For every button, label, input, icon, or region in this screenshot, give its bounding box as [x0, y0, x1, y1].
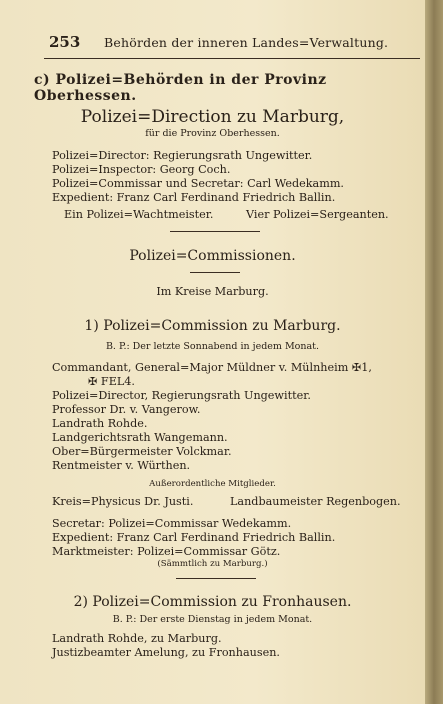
marburg-member: Polizei=Director, Regierungsrath Ungewitter.	[52, 389, 311, 402]
header-rule	[44, 58, 420, 59]
marburg-staff: Secretar: Polizei=Commissar Wedekamm.	[52, 517, 292, 530]
fronhausen-meeting: B. P.: Der erste Dienstag in jedem Monat.	[112, 614, 313, 625]
direction-staff-right: Vier Polizei=Sergeanten.	[246, 208, 389, 221]
extra-members-heading: Außerordentliche Mitglieder.	[149, 479, 276, 489]
extra-member-left: Kreis=Physicus Dr. Justi.	[52, 495, 194, 508]
divider-rule	[190, 272, 240, 273]
direction-staff-left: Ein Polizei=Wachtmeister.	[64, 208, 214, 221]
marburg-member: Commandant, General=Major Müldner v. Mülnheim ✠1,	[52, 361, 372, 374]
direction-line: Polizei=Inspector: Georg Coch.	[52, 163, 231, 176]
marburg-member: Rentmeister v. Würthen.	[52, 459, 191, 472]
marburg-staff: Expedient: Franz Carl Ferdinand Friedrich Ballin.	[52, 531, 336, 544]
district-heading: Im Kreise Marburg.	[156, 285, 269, 298]
marburg-note: (Sämmtlich zu Marburg.)	[157, 559, 268, 569]
divider-rule	[176, 578, 256, 579]
extra-member-right: Landbaumeister Regenbogen.	[230, 495, 401, 508]
marburg-member: Ober=Bürgermeister Volckmar.	[52, 445, 232, 458]
running-title: Behörden der inneren Landes=Verwaltung.	[104, 35, 389, 50]
marburg-meeting: B. P.: Der letzte Sonnabend in jedem Monat.	[105, 341, 320, 352]
direction-subtitle: für die Provinz Oberhessen.	[145, 128, 280, 139]
divider-rule	[170, 231, 260, 232]
direction-line: Expedient: Franz Carl Ferdinand Friedrich Ballin.	[52, 191, 336, 204]
marburg-member: Landgerichtsrath Wangemann.	[52, 431, 228, 444]
direction-line: Polizei=Director: Regierungsrath Ungewitter.	[52, 149, 313, 162]
marburg-member: Professor Dr. v. Vangerow.	[52, 403, 201, 416]
fronhausen-commission-title: 2) Polizei=Commission zu Fronhausen.	[73, 594, 352, 610]
marburg-staff: Marktmeister: Polizei=Commissar Götz.	[52, 545, 281, 558]
commissionen-title: Polizei=Commissionen.	[129, 248, 296, 264]
fronhausen-member: Justizbeamter Amelung, zu Fronhausen.	[52, 646, 280, 659]
marburg-commission-title: 1) Polizei=Commission zu Marburg.	[84, 318, 341, 334]
direction-title: Polizei=Direction zu Marburg,	[80, 107, 345, 127]
fronhausen-member: Landrath Rohde, zu Marburg.	[52, 632, 222, 645]
marburg-member: Landrath Rohde.	[52, 417, 148, 430]
section-title: c) Polizei=Behörden in der Provinz Oberhessen.	[34, 72, 327, 104]
marburg-member: ✠ FEL4.	[88, 375, 135, 388]
direction-line: Polizei=Commissar und Secretar: Carl Wedekamm.	[52, 177, 344, 190]
book-binding	[425, 0, 443, 704]
page-number: 253	[49, 33, 81, 51]
